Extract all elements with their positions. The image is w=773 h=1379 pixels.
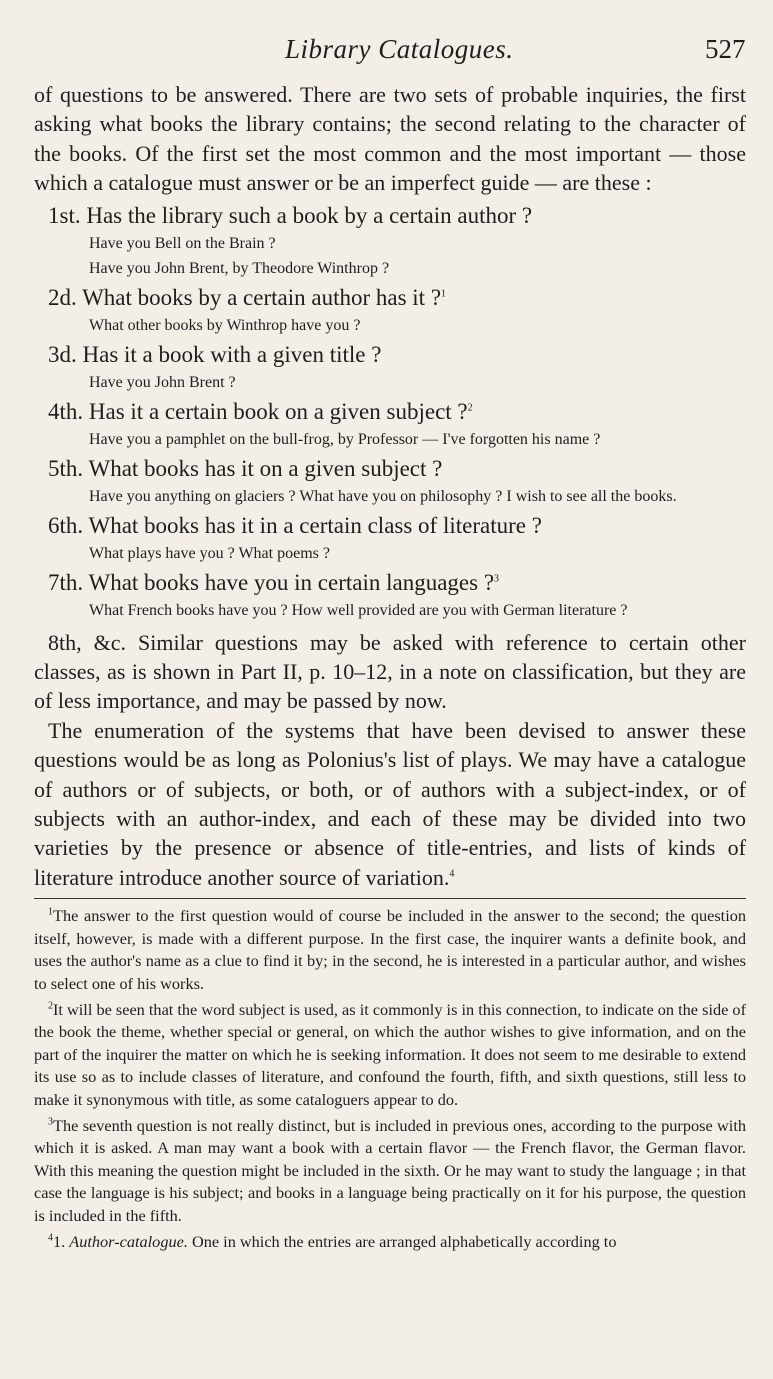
footnote-rule [34,898,746,899]
question-number: 2d. [48,284,77,310]
footnote-list-number: 1. [53,1231,66,1251]
question-text: Has the library such a book by a certain author ? [86,202,533,228]
question-list [34,202,746,622]
footnote-ref: 3 [494,572,500,584]
footnote [34,1115,746,1228]
footnote-mark: 2 [48,1000,53,1012]
footnote-label: Author-catalogue. [69,1231,188,1251]
question-number: 7th. [48,569,84,595]
question-example: What French books have you ? How well provided are you with German literature ? [89,601,628,619]
footnote-mark: 3 [48,1116,53,1128]
question-number: 1st. [48,202,81,228]
footnote-text: The seventh question is not really distinct, but is included in previous ones, according to the purpose with which it is asked. A man may want a book with a certain flavor — the French flavor, the German flavor. With this meaning the question might be included in the sixth. Or he may want to study the language ; in that case the language is his subject; and books in a language being practically on it for his purpose, the question is included in the fifth. [34,1115,746,1225]
question-item [48,284,746,312]
footnote-mark: 1 [48,906,53,918]
question-text: What books by a certain author has it ? [82,284,442,310]
question-item [48,202,746,230]
footnote-text: The answer to the first question would of course be included in the answer to the second; the question itself, however, is made with a different purpose. In the first case, the inquirer wants a definite book, and uses the author's name as a clue to find it by; in the second, he is interested in a particular author, and wishes to select one of his works. [34,906,746,994]
footnote-ref: 2 [467,401,473,413]
question-text: What books has it in a certain class of literature ? [88,512,542,538]
question-example: Have you John Brent ? [89,373,236,391]
footnote [34,999,746,1112]
question-example: What other books by Winthrop have you ? [89,316,361,334]
footnote-ref: 4 [449,868,455,880]
running-title: Library Catalogues. [285,34,514,64]
footnote [34,905,746,995]
footnote-text: One in which the entries are arranged alphabetically according to [191,1231,617,1251]
page-number: 527 [705,34,746,64]
question-text: Has it a book with a given title ? [82,341,382,367]
footnote [34,1231,746,1254]
question-example: What plays have you ? What poems ? [89,544,330,562]
question-item [48,341,746,369]
question-number: 6th. [48,512,84,538]
page-body [34,80,746,1256]
question-number: 3d. [48,341,77,367]
paragraph-enumeration [34,716,746,892]
question-number: 4th. [48,398,84,424]
question-example: Have you a pamphlet on the bull-frog, by Professor — I've forgotten his name ? [89,430,601,448]
footnote-ref: 1 [441,287,447,299]
intro-paragraph: of questions to be answered. There are two sets of probable inquiries, the first asking what books the library contains; the second relating to the character of the books. Of the first set the most common and the most important — those which a catalogue must answer or be an imperfect guide — are these : [34,82,746,196]
question-example: Have you John Brent, by Theodore Winthrop ? [89,259,390,277]
question-item [48,569,746,597]
question-item [48,398,746,426]
footnote-text: It will be seen that the word subject is used, as it commonly is in this connection, to indicate on the side of the book the theme, whether special or general, on which the author wishes to give information, and on the part of the inquirer the matter on which he is seeking information. It does not seem to me desirable to extend its use so as to include classes of literature, and confound the fourth, fifth, and sixth questions, still less to make it synonymous with title, as some cataloguers appear to do. [34,999,746,1110]
question-example: Have you Bell on the Brain ? [89,234,276,252]
question-text: Has it a certain book on a given subject ? [88,398,468,424]
paragraph-enumeration-text: The enumeration of the systems that have been devised to answer these questions would be as long as Polonius's list of plays. We may have a catalogue of authors or of subjects, or both, or of authors with a subject-index, or of subjects with an author-index, and each of these may be divided into two varieties by the presence or absence of title-entries, and lists of kinds of literature introduce another source of variation. [34,717,746,890]
running-header [0,34,773,74]
paragraph-8th: 8th, &c. Similar questions may be asked with reference to certain other classes, as is shown in Part II, p. 10–12, in a note on classification, but they are of less importance, and may be passed by now. [34,629,746,714]
footnote-mark: 4 [48,1232,53,1244]
question-number: 5th. [48,455,84,481]
question-item [48,512,746,540]
question-item [48,455,746,483]
footnotes [34,905,746,1253]
question-text: What books has it on a given subject ? [88,455,443,481]
question-example: Have you anything on glaciers ? What have you on philosophy ? I wish to see all the books. [89,487,677,505]
question-text: What books have you in certain languages ? [88,569,495,595]
